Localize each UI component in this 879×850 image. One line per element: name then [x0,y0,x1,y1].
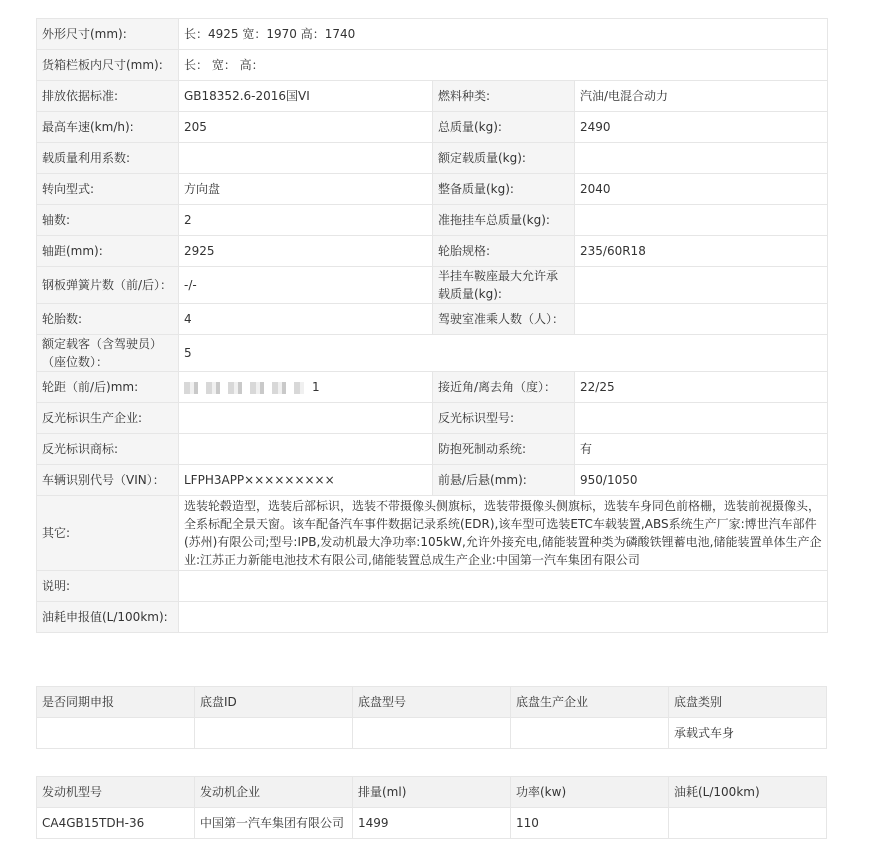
track-label: 轮距（前/后)mm: [37,372,179,403]
table-row [37,808,827,839]
reflector-model-label: 反光标识型号: [433,403,575,434]
total-mass-value: 2490 [575,112,828,143]
approach-label: 接近角/离去角（度）： [433,372,575,403]
track-value: 1 [312,380,320,394]
fuel-consumption-value [179,602,828,633]
chassis-header: 是否同期申报 [37,687,195,718]
dims-value: 长：4925 宽：1970 高：1740 [179,19,828,50]
reflector-maker-value [179,403,433,434]
curb-mass-label: 整备质量(kg): [433,174,575,205]
vin-label: 车辆识别代号（VIN）： [37,465,179,496]
spec-row [37,434,828,465]
passengers-value: 5 [179,335,828,372]
other-label: 其它: [37,496,179,571]
engine-cell: 中国第一汽车集团有限公司 [195,808,353,839]
engine-cell: 1499 [353,808,511,839]
reflector-brand-value [179,434,433,465]
spec-row [37,50,828,81]
cab-seats-value [575,304,828,335]
spec-row [37,19,828,50]
axles-label: 轴数: [37,205,179,236]
spec-row [37,205,828,236]
spec-row [37,403,828,434]
dims-label: 外形尺寸(mm): [37,19,179,50]
curb-mass-value: 2040 [575,174,828,205]
spec-row [37,236,828,267]
passengers-label: 额定载客（含驾驶员）（座位数）： [37,335,179,372]
vin-value: LFPH3APP××××××××× [179,465,433,496]
wheelbase-value: 2925 [179,236,433,267]
track-value-cell [179,372,433,403]
tire-spec-label: 轮胎规格: [433,236,575,267]
tire-spec-value: 235/60R18 [575,236,828,267]
spec-row [37,602,828,633]
spec-row [37,81,828,112]
engine-cell: 110 [511,808,669,839]
chassis-header: 底盘型号 [353,687,511,718]
rated-load-value [575,143,828,174]
engine-header: 发动机企业 [195,777,353,808]
semi-trailer-label: 半挂车鞍座最大允许承载质量(kg): [433,267,575,304]
reflector-brand-label: 反光标识商标: [37,434,179,465]
wheelbase-label: 轴距(mm): [37,236,179,267]
tires-value: 4 [179,304,433,335]
fuel-label: 燃料种类: [433,81,575,112]
chassis-cell [37,718,195,749]
spec-row [37,267,828,304]
cargo-label: 货箱栏板内尺寸(mm): [37,50,179,81]
engine-cell [669,808,827,839]
spec-row [37,496,828,571]
note-value [179,571,828,602]
overhang-value: 950/1050 [575,465,828,496]
spec-row [37,174,828,205]
spec-row [37,304,828,335]
fuel-consumption-label: 油耗申报值(L/100km): [37,602,179,633]
trailer-mass-label: 准拖挂车总质量(kg): [433,205,575,236]
engine-header: 排量(ml) [353,777,511,808]
chassis-header: 底盘ID [195,687,353,718]
engine-header: 功率(kw) [511,777,669,808]
chassis-cell: 承载式车身 [669,718,827,749]
steering-value: 方向盘 [179,174,433,205]
vehicle-spec-table [36,18,828,633]
table-header-row [37,687,827,718]
leaf-spring-value: -/- [179,267,433,304]
spec-row [37,571,828,602]
axles-value: 2 [179,205,433,236]
table-header-row [37,777,827,808]
abs-value: 有 [575,434,828,465]
max-speed-value: 205 [179,112,433,143]
engine-header: 发动机型号 [37,777,195,808]
chassis-cell [511,718,669,749]
emission-label: 排放依据标准: [37,81,179,112]
total-mass-label: 总质量(kg): [433,112,575,143]
cargo-value: 长： 宽： 高： [179,50,828,81]
semi-trailer-value [575,267,828,304]
steering-label: 转向型式: [37,174,179,205]
chassis-cell [353,718,511,749]
max-speed-label: 最高车速(km/h): [37,112,179,143]
tires-label: 轮胎数: [37,304,179,335]
fuel-value: 汽油/电混合动力 [575,81,828,112]
chassis-header: 底盘生产企业 [511,687,669,718]
cab-seats-label: 驾驶室准乘人数（人）： [433,304,575,335]
chassis-table [36,686,827,749]
rated-load-label: 额定载质量(kg): [433,143,575,174]
engine-table [36,776,827,839]
engine-cell: CA4GB15TDH-36 [37,808,195,839]
spec-row [37,465,828,496]
engine-header: 油耗(L/100km) [669,777,827,808]
abs-label: 防抱死制动系统: [433,434,575,465]
leaf-spring-label: 钢板弹簧片数（前/后）： [37,267,179,304]
spec-row [37,335,828,372]
other-value: 选装轮毂造型，选装后部标识，选装不带摄像头侧旗标，选装带摄像头侧旗标，选装车身同色前格栅，选装前视摄像头，全系标配全景天窗。该车配备汽车事件数据记录系统(EDR),该车型可选装ETC车载装置,ABS系统生产厂家:博世汽车部件(苏州)有限公司;型号:IPB,发动机最大净功率:105kW,允许外接充电,储能装置种类为磷酸铁锂蓄电池,储能装置单体生产企业:江苏正力新能电池技术有限公司,储能装置总成生产企业:中国第一汽车集团有限公司 [179,496,828,571]
table-row [37,718,827,749]
chassis-cell [195,718,353,749]
chassis-header: 底盘类别 [669,687,827,718]
overhang-label: 前悬/后悬(mm): [433,465,575,496]
reflector-maker-label: 反光标识生产企业: [37,403,179,434]
approach-value: 22/25 [575,372,828,403]
note-label: 说明: [37,571,179,602]
redacted-blur [184,382,304,394]
load-util-label: 载质量利用系数: [37,143,179,174]
spec-row [37,112,828,143]
load-util-value [179,143,433,174]
spec-row [37,372,828,403]
reflector-model-value [575,403,828,434]
trailer-mass-value [575,205,828,236]
spec-row [37,143,828,174]
emission-value: GB18352.6-2016国VI [179,81,433,112]
